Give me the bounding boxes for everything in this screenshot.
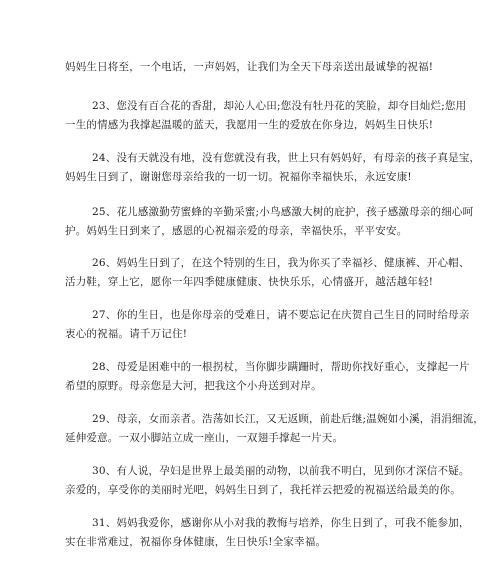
- paragraph-24: [0, 149, 500, 187]
- text-line: 31、妈妈我爱你，感谢你从小对我的教悔与培养，你生日到了，可我不能参加，: [92, 517, 470, 529]
- text-line: 延伸爱意。一双小脚站立成一座山，一双翅手撑起一片天。: [65, 432, 344, 444]
- text-line: 24、没有天就没有地，没有您就没有我，世上只有妈妈好，有母亲的孩子真是宝，: [92, 152, 481, 164]
- paragraph-26: [0, 254, 500, 292]
- text-line: 妈妈生日将至，一个电话，一声妈妈，让我们为全天下母亲送出最诚挚的祝福!: [65, 61, 434, 73]
- paragraph-28: [0, 358, 500, 396]
- paragraph-25: [0, 203, 500, 241]
- text-line: 27、你的生日，也是你母亲的受难日，请不要忘记在庆贺自己生日的同时给母亲: [92, 309, 470, 321]
- text-line: 29、母亲，女而亲者。浩荡如长江，又无返顾，前赴后继;温婉如小溪，涓涓细流，: [92, 413, 484, 425]
- text-line: 衷心的祝福。请千万记住!: [65, 328, 188, 340]
- text-line: 亲爱的，享受你的美丽时光吧，妈妈生日到了，我托祥云把爱的祝福送给最美的你。: [65, 484, 461, 496]
- paragraph-27: [0, 306, 500, 344]
- text-line: 护。妈妈生日到来了，感恩的心祝福亲爱的母亲，幸福快乐，平平安安。: [65, 225, 408, 237]
- text-line: 26、妈妈生日到了，在这个特别的生日，我为你买了幸福衫、健康裤、开心帽、: [92, 257, 470, 269]
- paragraph-23: [0, 97, 500, 135]
- text-line: 实在非常难过，祝福你身体健康，生日快乐!全家幸福。: [65, 536, 327, 548]
- text-line: 25、花儿感激勤劳蜜蜂的辛勤采蜜;小鸟感激大树的庇护，孩子感激母亲的细心呵: [92, 206, 474, 218]
- text-line: 妈妈生日到了，谢谢您母亲给我的一切一切。祝福你幸福快乐，永远安康!: [65, 171, 412, 183]
- paragraph-29: [0, 410, 500, 448]
- paragraph-30: [0, 462, 500, 500]
- text-line: 23、您没有百合花的香甜，却沁人心田;您没有牡丹花的笑脸，却夺目灿烂;您用: [92, 100, 467, 112]
- text-line: 一生的情感为我撑起温暖的蓝天，我愿用一生的爱放在你身边，妈妈生日快乐!: [65, 119, 434, 131]
- text-line: 30、有人说，孕妇是世界上最美丽的动物，以前我不明白，见到你才深信不疑。: [92, 465, 470, 477]
- text-line: 28、母爱是困难中的一根拐杖，当你脚步蹒跚时，帮助你找好重心，支撑起一片: [92, 361, 470, 373]
- paragraph-31: [0, 514, 500, 552]
- text-line: 希望的原野。母亲您是大河，把我这个小舟送到对岸。: [65, 380, 322, 392]
- paragraph-intro: [0, 58, 500, 77]
- text-line: 活力鞋，穿上它，愿你一年四季健康健康、快快乐乐，心情盛开，越活越年轻!: [65, 276, 434, 288]
